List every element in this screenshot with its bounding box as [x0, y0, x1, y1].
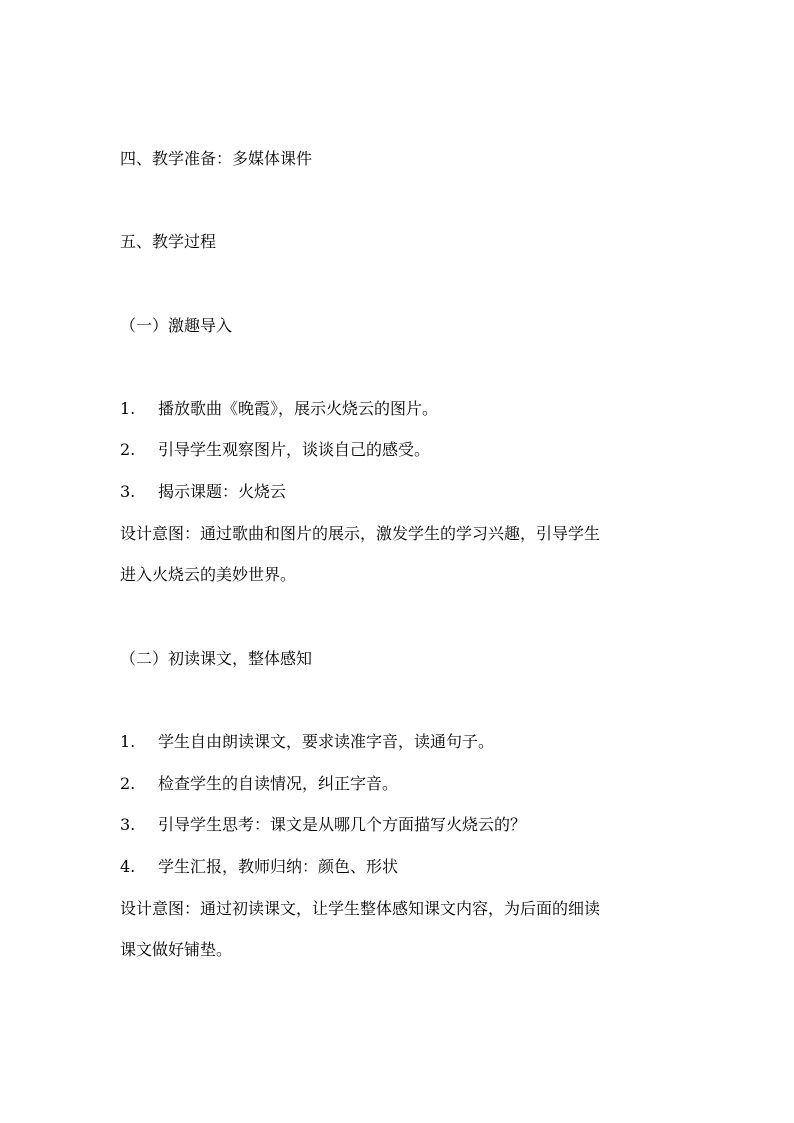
list-item-text: 引导学生观察图片，谈谈自己的感受。 — [158, 440, 431, 459]
list-number: 4. — [120, 857, 136, 876]
list-item-text: 揭示课题：火烧云 — [158, 482, 287, 501]
list-item-text: 引导学生思考：课文是从哪几个方面描写火烧云的？ — [158, 815, 527, 834]
list-number: 1. — [120, 399, 136, 418]
part1-design-intent-line1: 设计意图：通过歌曲和图片的展示，激发学生的学习兴趣，引导学生 — [120, 524, 601, 543]
part1-item-3 — [120, 482, 286, 502]
part2-item-4 — [120, 857, 398, 877]
part2-item-1 — [120, 732, 494, 752]
section-teaching-process: 五、教学过程 — [120, 232, 217, 251]
section-teaching-preparation: 四、教学准备：多媒体课件 — [120, 149, 313, 168]
list-number: 3. — [120, 482, 136, 501]
list-item-text: 播放歌曲《晚霞》，展示火烧云的图片。 — [158, 399, 439, 418]
list-number: 2. — [120, 440, 136, 459]
part1-item-2 — [120, 440, 430, 460]
part2-design-intent-line2: 课文做好铺垫。 — [120, 940, 233, 959]
part1-heading: （一）激趣导入 — [120, 316, 233, 335]
list-item-text: 检查学生的自读情况，纠正字音。 — [158, 774, 399, 793]
part1-design-intent-line2: 进入火烧云的美妙世界。 — [120, 565, 297, 584]
part1-item-1 — [120, 399, 438, 419]
list-item-text: 学生汇报，教师归纳：颜色、形状 — [158, 857, 399, 876]
list-item-text: 学生自由朗读课文，要求读准字音，读通句子。 — [158, 732, 495, 751]
part2-heading: （二）初读课文，整体感知 — [120, 649, 313, 668]
part2-design-intent-line1: 设计意图：通过初读课文，让学生整体感知课文内容，为后面的细读 — [120, 899, 601, 918]
list-number: 2. — [120, 774, 136, 793]
part2-item-2 — [120, 774, 398, 794]
list-number: 3. — [120, 815, 136, 834]
list-number: 1. — [120, 732, 136, 751]
part2-item-3 — [120, 815, 526, 835]
